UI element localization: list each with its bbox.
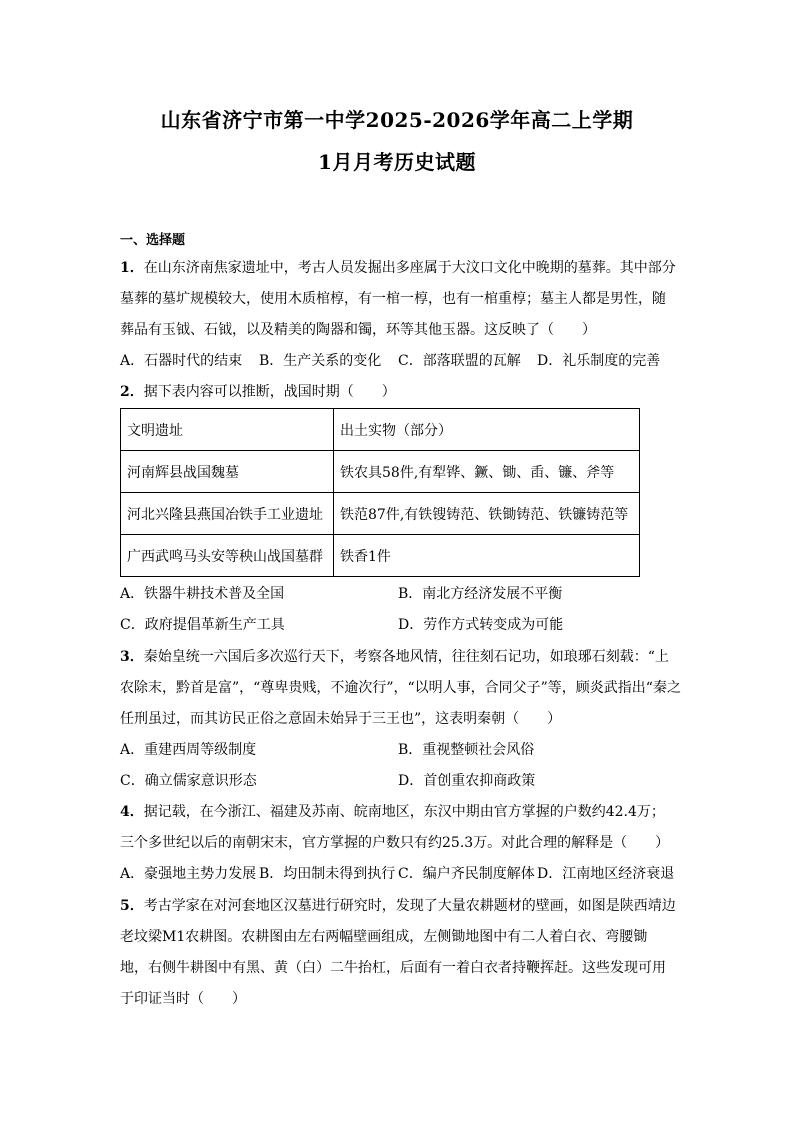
q3-line-3: 任刑虽过，而其访民正俗之意固未始异于三王也”，这表明秦朝（ ） xyxy=(120,711,562,727)
q5-number: 5． xyxy=(120,898,144,914)
q2-text: 据下表内容可以推断，战国时期（ ） xyxy=(143,384,396,400)
exam-title: 山东省济宁市第一中学2025-2026学年高二上学期 xyxy=(160,108,634,132)
q1-option-d: D．礼乐制度的完善 xyxy=(537,353,661,369)
table-cell: 铁范87件,有铁锼铸范、铁锄铸范、铁镰铸范等 xyxy=(334,493,640,535)
section-heading: 一、选择题 xyxy=(120,233,186,248)
q3-line-1 xyxy=(120,647,669,667)
q2-option-c: C．政府提倡革新生产工具 xyxy=(120,617,285,633)
table-cell: 铁农具58件,有犁铧、鐝、锄、臿、镰、斧等 xyxy=(334,451,640,493)
q2-stem xyxy=(120,382,396,402)
q1-number: 1． xyxy=(120,260,144,276)
q3-line-2: 农除末，黔首是富”，“尊卑贵贱，不逾次行”，“以明人事，合同父子”等，顾炎武指出“秦之 xyxy=(120,680,681,696)
q4-option-b: B．均田制未得到执行 xyxy=(259,866,396,882)
q2-table xyxy=(120,408,640,577)
q1-option-c: C．部落联盟的瓦解 xyxy=(398,353,521,369)
q5-line-4: 于印证当时（ ） xyxy=(120,991,246,1007)
table-row xyxy=(121,493,640,535)
q5-line-2: 老坟梁M1农耕图。农耕图由左右两幅壁画组成，左侧锄地图中有二人着白衣、弯腰锄 xyxy=(120,929,648,945)
q3-option-b: B．重视整顿社会风俗 xyxy=(398,742,535,758)
q1-option-b: B．生产关系的变化 xyxy=(259,353,382,369)
table-header-row xyxy=(121,409,640,451)
q1-text-1: 在山东济南焦家遗址中，考古人员发掘出多座属于大汶口文化中晚期的墓葬。其中部分 xyxy=(143,260,676,276)
q3-option-d: D．首创重农抑商政策 xyxy=(398,773,536,789)
exam-subtitle: 1月月考历史试题 xyxy=(318,150,476,174)
q1-line-3: 葬品有玉钺、石钺，以及精美的陶器和镯，环等其他玉器。这反映了（ ） xyxy=(120,322,596,338)
table-header-cell: 出土实物（部分） xyxy=(334,409,640,451)
q1-line-1 xyxy=(120,258,676,278)
q4-option-a: A．豪强地主势力发展 xyxy=(120,866,257,882)
table-cell: 河北兴隆县燕国冶铁手工业遗址 xyxy=(121,493,334,535)
q5-text-1: 考古学家在对河套地区汉墓进行研究时，发现了大量农耕题材的壁画，如图是陕西靖边 xyxy=(143,898,676,914)
table-cell: 广西武鸣马头安等秧山战国墓群 xyxy=(121,535,334,577)
q4-text-1: 据记载，在今浙江、福建及苏南、皖南地区，东汉中期由官方掌握的户数约42.4万； xyxy=(143,804,665,820)
q3-number: 3． xyxy=(120,649,144,665)
q3-text-1: 秦始皇统一六国后多次巡行天下，考察各地风情，往往刻石记功，如琅琊石刻载：“上 xyxy=(143,649,669,665)
q3-option-a: A．重建西周等级制度 xyxy=(120,742,257,758)
q1-option-a: A．石器时代的结束 xyxy=(120,353,243,369)
q4-option-c: C．编户齐民制度解体 xyxy=(398,866,535,882)
q4-option-d: D．江南地区经济衰退 xyxy=(537,866,675,882)
q5-line-3: 地，右侧牛耕图中有黑、黄（白）二牛抬杠，后面有一着白衣者持鞭挥赶。这些发现可用 xyxy=(120,960,666,976)
q4-line-1 xyxy=(120,802,665,822)
q2-option-a: A．铁器牛耕技术普及全国 xyxy=(120,586,285,602)
table-cell: 铁香1件 xyxy=(334,535,640,577)
table-cell: 河南辉县战国魏墓 xyxy=(121,451,334,493)
q2-option-d: D．劳作方式转变成为可能 xyxy=(398,617,564,633)
q4-number: 4． xyxy=(120,804,144,820)
q3-option-c: C．确立儒家意识形态 xyxy=(120,773,257,789)
q1-line-2: 墓葬的墓圹规模较大，使用木质棺椁，有一棺一椁，也有一棺重椁；墓主人都是男性，随 xyxy=(120,291,666,307)
q4-line-2: 三个多世纪以后的南朝宋末，官方掌握的户数只有约25.3万。对此合理的解释是（ ） xyxy=(120,835,670,851)
q2-number: 2． xyxy=(120,384,144,400)
q2-option-b: B．南北方经济发展不平衡 xyxy=(398,586,563,602)
table-row xyxy=(121,451,640,493)
q5-line-1 xyxy=(120,896,676,916)
table-row xyxy=(121,535,640,577)
table-header-cell: 文明遗址 xyxy=(121,409,334,451)
